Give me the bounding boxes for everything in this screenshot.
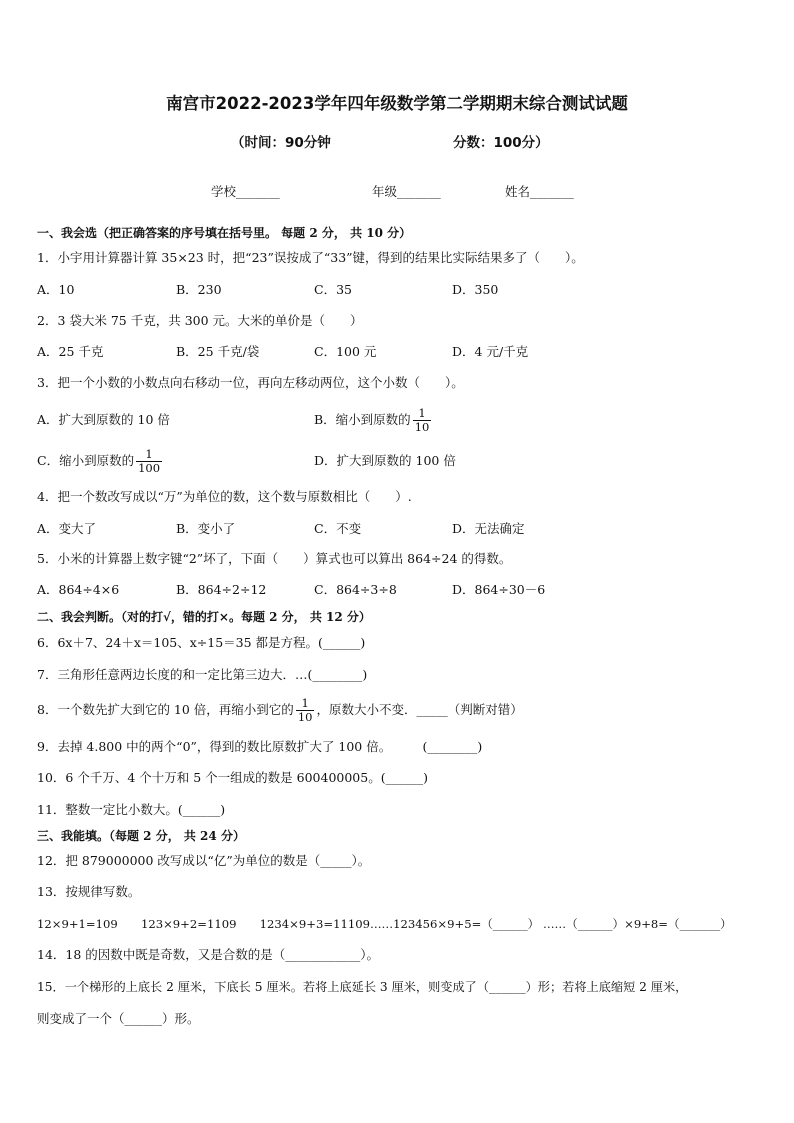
fraction-denominator: 100 (138, 461, 161, 475)
question-15-line-2: 则变成了一个（______）形。 (37, 1011, 200, 1026)
fraction-numerator: 1 (413, 407, 432, 421)
question-11: 11．整数一定比小数大。(______) (37, 802, 226, 817)
section-1-heading: 一、我会选（把正确答案的序号填在括号里。 每题 2 分， 共 10 分） (37, 226, 412, 240)
q2-option-c: C．100 元 (314, 344, 377, 359)
q3-option-d: D．扩大到原数的 100 倍 (314, 453, 456, 468)
question-7: 7．三角形任意两边长度的和一定比第三边大．…(________) (37, 667, 368, 682)
q4-option-d: D．无法确定 (452, 521, 525, 536)
question-3: 3．把一个小数的小数点向右移动一位，再向左移动两位，这个小数（ ）。 (37, 375, 464, 390)
grade-field: 年级_______ (372, 184, 441, 199)
question-14: 14．18 的因数中既是奇数，又是合数的是（____________）。 (37, 947, 380, 962)
page-title: 南宫市2022-2023学年四年级数学第二学期期末综合测试试题 (166, 94, 628, 113)
q3-option-b-fraction (413, 407, 432, 434)
question-8-pre: 8．一个数先扩大到它的 10 倍，再缩小到它的 (37, 702, 294, 717)
question-12: 12．把 879000000 改写成以“亿”为单位的数是（_____）。 (37, 853, 371, 868)
q1-option-a: A．10 (37, 282, 75, 297)
section-3-heading: 三、我能填。（每题 2 分， 共 24 分） (37, 829, 245, 843)
q3-option-c (37, 439, 164, 483)
question-5: 5．小米的计算器上数字键“2”坏了，下面（ ）算式也可以算出 864÷24 的得数。 (37, 551, 512, 566)
exam-score: 分数：100分） (453, 135, 549, 151)
question-6: 6．6x＋7、24＋x＝105、x÷15＝35 都是方程。(______) (37, 635, 366, 650)
exam-time: （时间：90分钟 (231, 135, 331, 151)
q1-option-d: D．350 (452, 282, 499, 297)
name-field: 姓名_______ (505, 184, 574, 199)
q4-option-a: A．变大了 (37, 521, 97, 536)
q1-option-c: C．35 (314, 282, 352, 297)
q4-option-b: B．变小了 (176, 521, 236, 536)
question-8 (37, 688, 523, 732)
fraction-denominator: 10 (297, 710, 313, 724)
q5-option-a: A．864÷4×6 (37, 582, 120, 597)
q3-option-c-fraction (136, 448, 162, 475)
question-8-fraction (296, 697, 315, 724)
question-2: 2．3 袋大米 75 千克，共 300 元。大米的单价是（ ） (37, 313, 363, 328)
question-4: 4．把一个数改写成以“万”为单位的数，这个数与原数相比（ ）. (37, 489, 412, 504)
q2-option-b: B．25 千克/袋 (176, 344, 260, 359)
q5-option-c: C．864÷3÷8 (314, 582, 397, 597)
q2-option-a: A．25 千克 (37, 344, 104, 359)
question-1: 1．小宇用计算器计算 35×23 时，把“23”误按成了“33”键，得到的结果比实际结果多了（ ）。 (37, 250, 584, 265)
q2-option-d: D．4 元/千克 (452, 344, 529, 359)
section-2-heading: 二、我会判断。（对的打√，错的打×。每题 2 分， 共 12 分） (37, 610, 371, 624)
q3-option-b-text: B．缩小到原数的 (314, 412, 411, 427)
q5-option-d: D．864÷30－6 (452, 582, 546, 597)
q3-option-b (314, 398, 433, 442)
q3-option-c-text: C．缩小到原数的 (37, 453, 135, 468)
q4-option-c: C．不变 (314, 521, 362, 536)
fraction-numerator: 1 (136, 448, 162, 462)
question-13-sequence: 12×9+1=109 123×9+2=1109 1234×9+3=11109……123456×9+5=（______） ……（______）×9+8=（_______） (37, 917, 732, 931)
question-9: 9．去掉 4.800 中的两个“0”，得到的数比原数扩大了 100 倍。 (________) (37, 739, 483, 754)
question-13: 13．按规律写数。 (37, 884, 141, 899)
q3-option-a: A．扩大到原数的 10 倍 (37, 412, 170, 427)
q5-option-b: B．864÷2÷12 (176, 582, 267, 597)
school-field: 学校_______ (211, 184, 280, 199)
q1-option-b: B．230 (176, 282, 222, 297)
fraction-denominator: 10 (414, 420, 430, 434)
question-10: 10．6 个千万、4 个十万和 5 个一组成的数是 600400005。(______) (37, 770, 428, 785)
fraction-numerator: 1 (296, 697, 315, 711)
question-8-post: ，原数大小不变．_____（判断对错） (316, 702, 523, 717)
question-15-line-1: 15．一个梯形的上底长 2 厘米，下底长 5 厘米。若将上底延长 3 厘米，则变成了（______）形；若将上底缩短 2 厘米， (37, 980, 688, 994)
